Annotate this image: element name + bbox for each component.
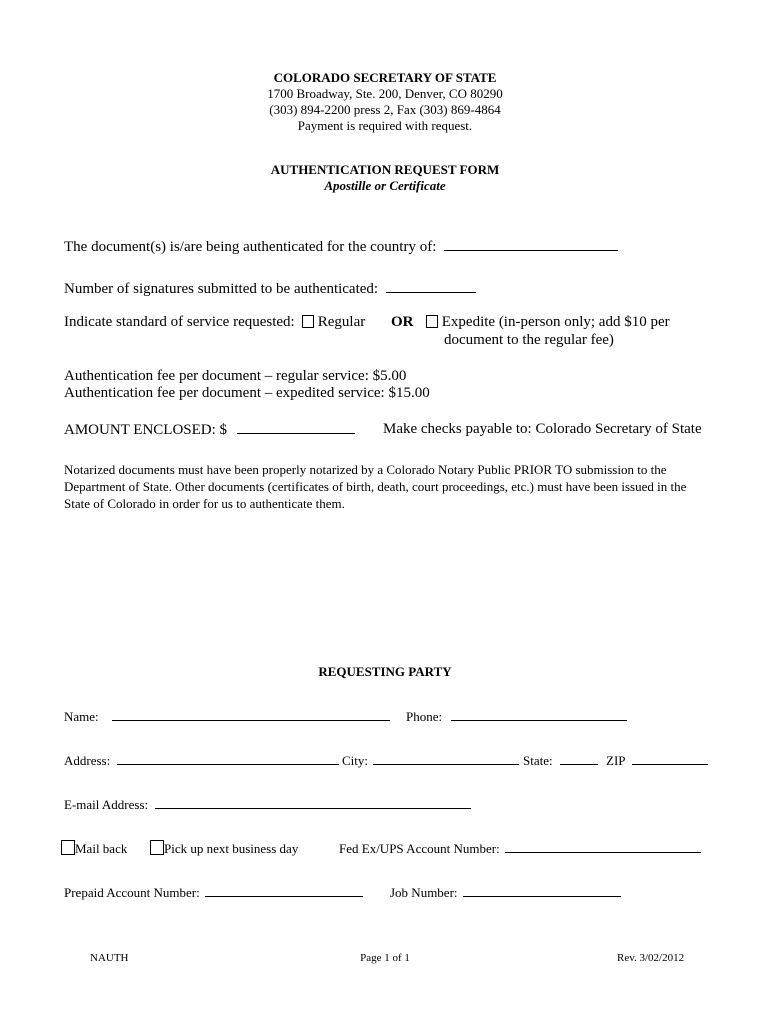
name-label: Name: (64, 709, 99, 724)
form-title: AUTHENTICATION REQUEST FORM (270, 162, 500, 177)
payment-note: Payment is required with request. (297, 118, 473, 133)
job-row (390, 884, 621, 901)
expedite-label: Expedite (in-person only; add $10 per (441, 314, 670, 330)
address-row (64, 752, 339, 769)
mail-back-option[interactable] (61, 840, 127, 857)
state-row (523, 752, 598, 769)
city-input[interactable] (373, 752, 519, 765)
state-input[interactable] (560, 752, 598, 765)
prepaid-input[interactable] (205, 884, 363, 897)
zip-row (606, 752, 708, 769)
agency-phone-fax: (303) 894-2200 press 2, Fax (303) 869-4864 (269, 102, 501, 117)
mail-back-label: Mail back (75, 841, 128, 856)
signatures-input[interactable] (386, 280, 476, 293)
requesting-party-heading: REQUESTING PARTY (318, 664, 452, 679)
amount-input[interactable] (237, 421, 355, 434)
prepaid-row (64, 884, 363, 901)
pickup-label: Pick up next business day (164, 841, 299, 856)
phone-label: Phone: (406, 709, 443, 724)
expedite-checkbox[interactable] (426, 315, 438, 328)
address-label: Address: (64, 753, 111, 768)
or-label: OR (391, 314, 414, 330)
fedex-row (339, 840, 701, 857)
country-row (64, 238, 618, 256)
name-input[interactable] (112, 708, 390, 721)
job-input[interactable] (463, 884, 621, 897)
regular-option[interactable] (302, 314, 365, 331)
checks-payable: Make checks payable to: Colorado Secretary of State (383, 421, 702, 437)
expedite-label-continued: document to the regular fee) (444, 332, 614, 348)
phone-row (406, 708, 627, 725)
zip-label: ZIP (606, 753, 626, 768)
revision-date: Rev. 3/02/2012 (617, 952, 685, 964)
fedex-label: Fed Ex/UPS Account Number: (339, 841, 500, 856)
pickup-checkbox[interactable] (150, 840, 164, 855)
zip-input[interactable] (632, 752, 708, 765)
signatures-row (64, 280, 476, 298)
agency-address: 1700 Broadway, Ste. 200, Denver, CO 80290 (267, 86, 503, 101)
agency-name: COLORADO SECRETARY OF STATE (273, 70, 497, 85)
city-label: City: (342, 753, 369, 768)
email-input[interactable] (155, 796, 471, 809)
fee-regular: Authentication fee per document – regular service: $5.00 (64, 368, 407, 384)
regular-label: Regular (317, 314, 366, 330)
country-input[interactable] (444, 238, 618, 251)
country-label: The document(s) is/are being authenticated for the country of: (64, 239, 437, 255)
regular-checkbox[interactable] (302, 315, 314, 328)
state-label: State: (523, 753, 553, 768)
signatures-label: Number of signatures submitted to be authenticated: (64, 281, 379, 297)
job-label: Job Number: (390, 885, 458, 900)
prepaid-label: Prepaid Account Number: (64, 885, 200, 900)
pickup-option[interactable] (150, 840, 298, 857)
amount-row (64, 421, 355, 439)
city-row (342, 752, 519, 769)
fee-expedited: Authentication fee per document – expedited service: $15.00 (64, 385, 430, 401)
form-subtitle: Apostille or Certificate (324, 178, 446, 193)
email-label: E-mail Address: (64, 797, 149, 812)
fedex-input[interactable] (505, 840, 701, 853)
form-code: NAUTH (90, 952, 129, 964)
notarization-notice: Notarized documents must have been properly notarized by a Colorado Notary Public PRIOR TO submission to the Department of State. Other documents (certificates of birth, death, court proceedings, etc.) must have been issued in the State of Colorado in order for us to authenticate them. (64, 462, 687, 511)
mail-back-checkbox[interactable] (61, 840, 75, 855)
address-input[interactable] (117, 752, 339, 765)
service-label: Indicate standard of service requested: (64, 314, 295, 330)
page-number: Page 1 of 1 (360, 952, 410, 964)
amount-label: AMOUNT ENCLOSED: $ (64, 422, 228, 438)
expedite-option[interactable] (426, 314, 670, 331)
phone-input[interactable] (451, 708, 627, 721)
email-row (64, 796, 471, 813)
name-row (64, 708, 390, 725)
